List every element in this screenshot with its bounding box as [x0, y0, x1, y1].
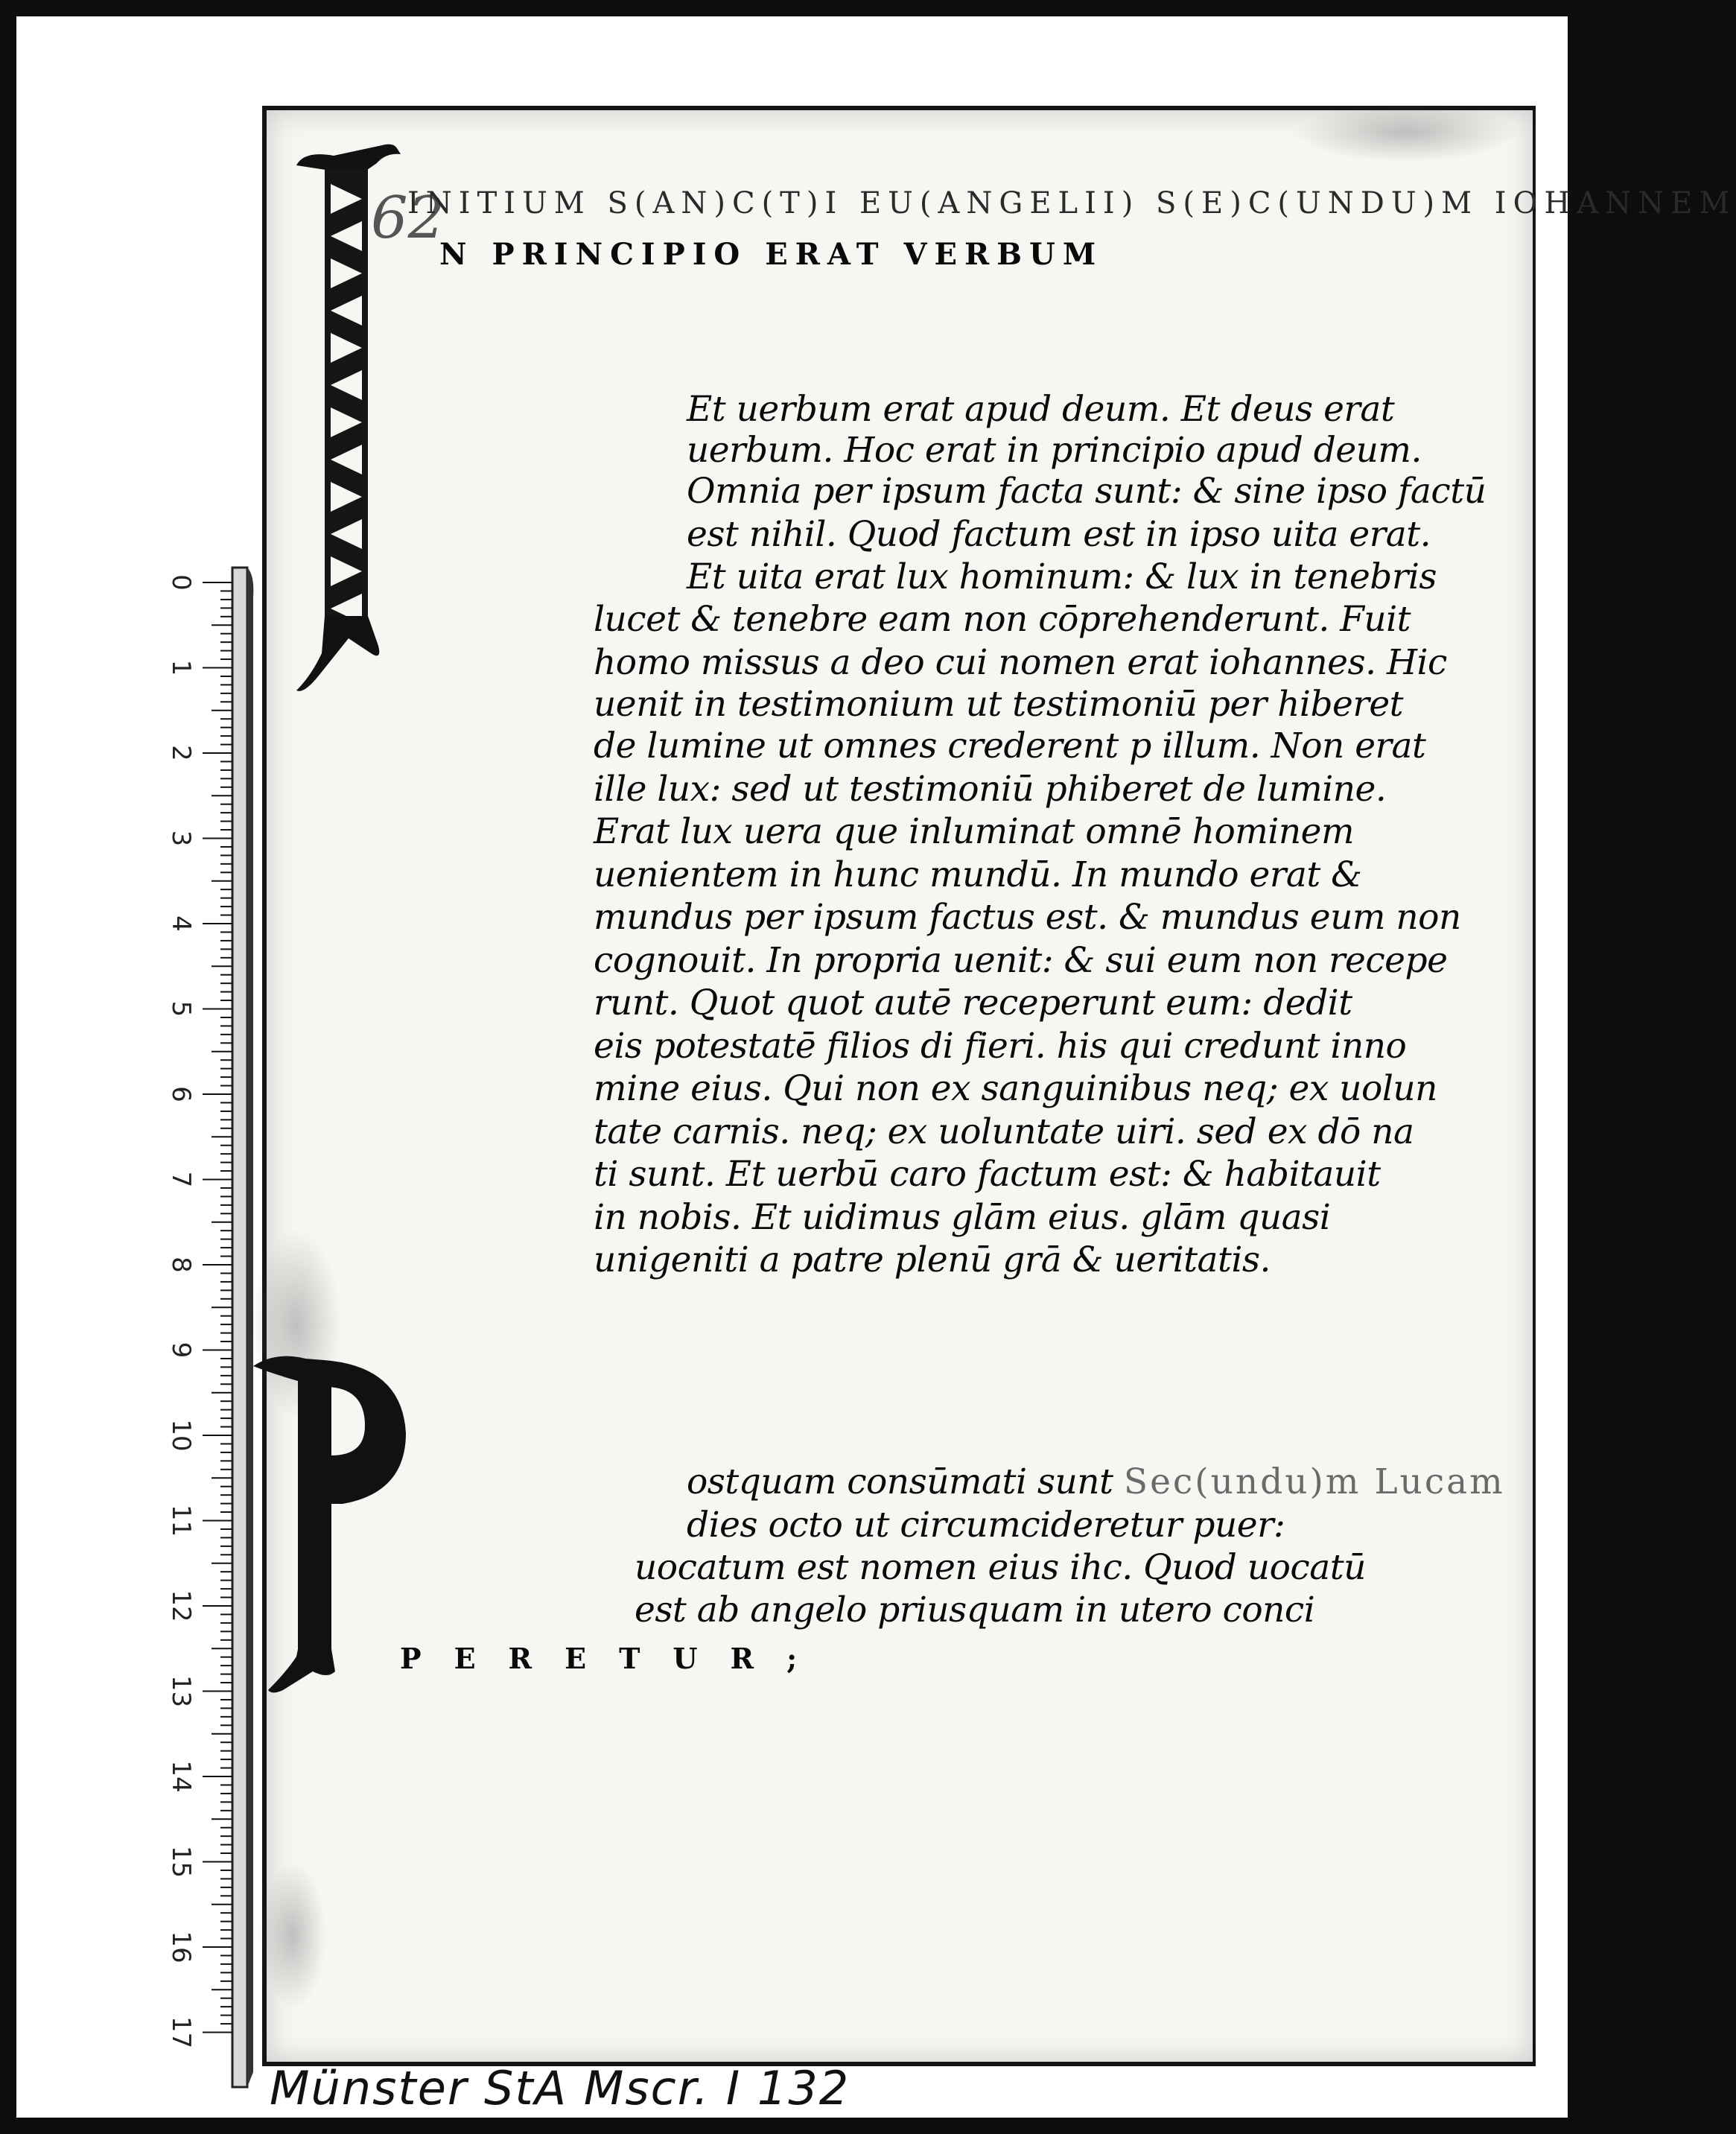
text-line: eis potestatē filios di fieri. his qui credunt inno	[594, 1026, 1407, 1067]
ruler-label: 6	[166, 1086, 196, 1102]
text-line: in nobis. Et uidimus glām eius. glām quasi	[594, 1197, 1331, 1238]
text-line: cognouit. In propria uenit: & sui eum non recepe	[594, 940, 1448, 981]
text-line: unigeniti a patre plenū grā & ueritatis.	[594, 1239, 1271, 1280]
text-line: Et uita erat lux hominum: & lux in tenebris	[687, 556, 1437, 597]
ruler-label: 4	[166, 915, 196, 932]
ruler-label: 17	[166, 2016, 196, 2049]
decorated-initial-p	[253, 1351, 417, 1694]
text-line: homo missus a deo cui nomen erat iohannes. Hic	[594, 642, 1447, 683]
ruler-label: 9	[166, 1341, 196, 1359]
ruler-label: 12	[166, 1590, 196, 1622]
incipit-line: N PRINCIPIO ERAT VERBUM	[439, 237, 1104, 272]
ruler-label: 7	[166, 1171, 196, 1188]
text-line: Et uerbum erat apud deum. Et deus erat	[687, 389, 1395, 430]
ruler-label: 0	[166, 574, 196, 591]
folio-number: 62	[371, 185, 445, 252]
ruler-label: 14	[166, 1760, 196, 1793]
text-line: uenit in testimonium ut testimoniū per hiberet	[594, 684, 1404, 725]
text-segment: ostquam consūmati sunt	[687, 1461, 1113, 1502]
text-line: uenientem in hunc mundū. In mundo erat &	[594, 854, 1362, 895]
ruler-label: 8	[166, 1257, 196, 1273]
ruler-label: 13	[166, 1674, 196, 1708]
text-line: dies octo ut circumcideretur puer:	[687, 1505, 1285, 1546]
ruler-label: 16	[166, 1931, 196, 1963]
text-line: Erat lux uera que inluminat omnē hominem	[594, 811, 1355, 852]
explicit-line: PERETUR;	[400, 1642, 830, 1675]
text-line: runt. Quot quot autē receperunt eum: dedit	[594, 982, 1352, 1023]
text-line: mundus per ipsum factus est. & mundus eum non	[594, 897, 1461, 938]
text-line: uocatum est nomen eius ihc. Quod uocatū	[635, 1547, 1366, 1588]
text-line-with-rubric	[687, 1461, 1505, 1502]
text-line: uerbum. Hoc erat in principio apud deum.	[687, 430, 1422, 471]
text-line: Omnia per ipsum facta sunt: & sine ipso factū	[687, 471, 1487, 512]
text-line: est ab angelo priusquam in utero conci	[635, 1590, 1315, 1630]
rubric-heading: INITIUM S(AN)C(T)I EU(ANGELII) S(E)C(UNDU)M IOHANNEM	[407, 186, 1736, 220]
archive-caption: Münster StA Mscr. I 132	[270, 2061, 850, 2115]
ruler-label: 5	[166, 1000, 196, 1017]
ruler-label: 1	[166, 659, 196, 676]
text-line: de lumine ut omnes crederent p illum. Non erat	[594, 725, 1426, 766]
text-line: ti sunt. Et uerbū caro factum est: & habitauit	[594, 1154, 1381, 1195]
water-stain	[1294, 103, 1518, 162]
text-line: tate carnis. neq; ex uoluntate uiri. sed ex dō na	[594, 1111, 1414, 1152]
water-stain	[259, 1861, 326, 2010]
photo-sheet	[16, 16, 1736, 2118]
text-line: mine eius. Qui non ex sanguinibus neq; ex uolun	[594, 1068, 1437, 1109]
ruler-label: 2	[166, 745, 196, 761]
text-line: lucet & tenebre eam non cōprehenderunt. Fuit	[594, 599, 1411, 640]
decorated-initial-i	[289, 139, 401, 705]
ruler-label: 11	[166, 1504, 196, 1537]
ruler-label: 3	[166, 830, 196, 847]
ruler-label: 15	[166, 1845, 196, 1879]
rubric-secundum-lucam: Sec(undu)m Lucam	[1123, 1461, 1505, 1502]
text-line: ille lux: sed ut testimoniū phiberet de lumine.	[594, 769, 1387, 810]
text-line: est nihil. Quod factum est in ipso uita erat.	[687, 514, 1431, 555]
ruler-label: 10	[166, 1419, 196, 1452]
measurement-ruler	[143, 568, 262, 2087]
